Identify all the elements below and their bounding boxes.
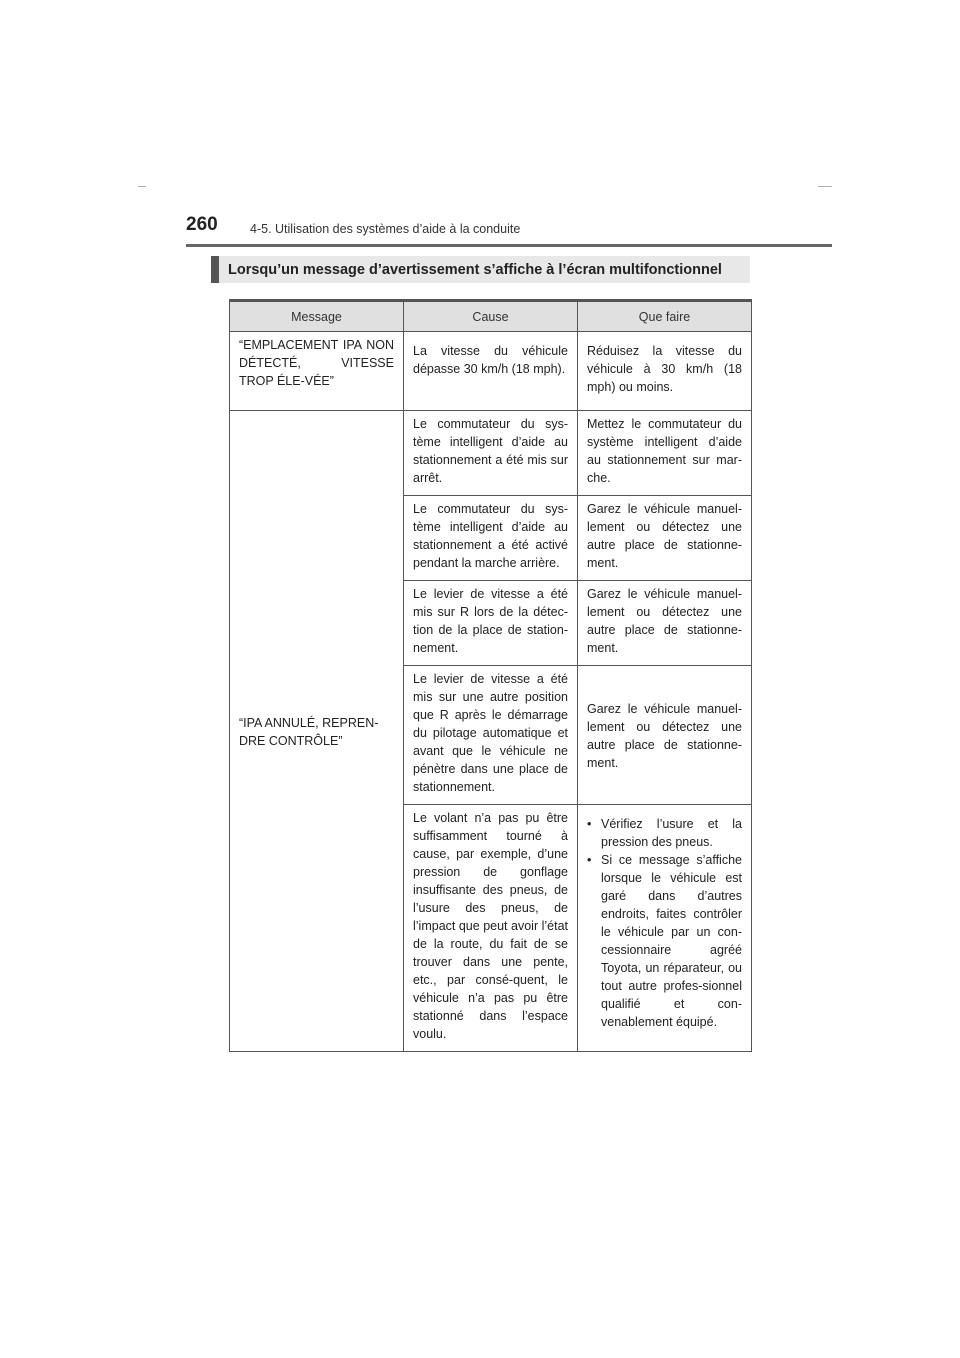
message-cell: “IPA ANNULÉ, REPREN-DRE CONTRÔLE” xyxy=(230,411,404,1052)
message-cell: “EMPLACEMENT IPA NON DÉTECTÉ, VITESSE TROP ÉLE-VÉE” xyxy=(230,332,404,411)
crop-mark-right xyxy=(818,186,832,187)
action-bullet-list xyxy=(587,815,742,1031)
cause-cell: Le levier de vitesse a été mis sur R lors de la détec-tion de la place de station-nement. xyxy=(404,581,578,666)
cause-cell: Le volant n’a pas pu être suffisamment tourné à cause, par exemple, d’une pression de gonflage insuffisante des pneus, de l’usure des pneus, de l’impact que peut avoir l’état de la route, du fait de se trouver dans une pente, etc., par consé-quent, le véhicule n’a pas pu être stationné dans l’espace voulu. xyxy=(404,805,578,1052)
section-title: Lorsqu’un message d’avertissement s’affiche à l’écran multifonctionnel xyxy=(228,261,722,278)
table-row xyxy=(230,411,752,496)
action-cell: Garez le véhicule manuel-lement ou détectez une autre place de stationne-ment. xyxy=(578,581,752,666)
cause-cell: Le commutateur du sys-tème intelligent d’aide au stationnement a été activé pendant la marche arrière. xyxy=(404,496,578,581)
page-number: 260 xyxy=(186,214,218,235)
cause-cell: Le commutateur du sys-tème intelligent d’aide au stationnement a été mis sur arrêt. xyxy=(404,411,578,496)
column-header-message: Message xyxy=(230,301,404,332)
cause-cell: Le levier de vitesse a été mis sur une autre position que R après le démarrage du pilotage automatique et avant que le véhicule ne pénètre dans une place de stationnement. xyxy=(404,666,578,805)
header-rule xyxy=(186,244,832,247)
crop-mark-left xyxy=(138,186,146,187)
column-header-action: Que faire xyxy=(578,301,752,332)
action-cell: Garez le véhicule manuel-lement ou détectez une autre place de stationne-ment. xyxy=(578,496,752,581)
action-cell: Garez le véhicule manuel-lement ou détectez une autre place de stationne-ment. xyxy=(578,666,752,805)
action-cell: Mettez le commutateur du système intelligent d’aide au stationnement sur mar-che. xyxy=(578,411,752,496)
warning-message-table xyxy=(229,299,752,1052)
action-cell: Réduisez la vitesse du véhicule à 30 km/h (18 mph) ou moins. xyxy=(578,332,752,411)
column-header-cause: Cause xyxy=(404,301,578,332)
list-item: • Vérifiez l’usure et la pression des pneus. xyxy=(587,815,742,851)
action-cell xyxy=(578,805,752,1052)
section-title-bar xyxy=(211,256,750,283)
table-header-row xyxy=(230,301,752,332)
cause-cell: La vitesse du véhicule dépasse 30 km/h (18 mph). xyxy=(404,332,578,411)
list-item: • Si ce message s’affiche lorsque le véhicule est garé dans d’autres endroits, faites contrôler le véhicule par un con-cessionnaire agréé Toyota, un réparateur, ou tout autre profes-sionnel qualifié et con-venablement équipé. xyxy=(587,851,742,1031)
table-row xyxy=(230,332,752,411)
running-head: 4-5. Utilisation des systèmes d’aide à la conduite xyxy=(250,222,521,236)
